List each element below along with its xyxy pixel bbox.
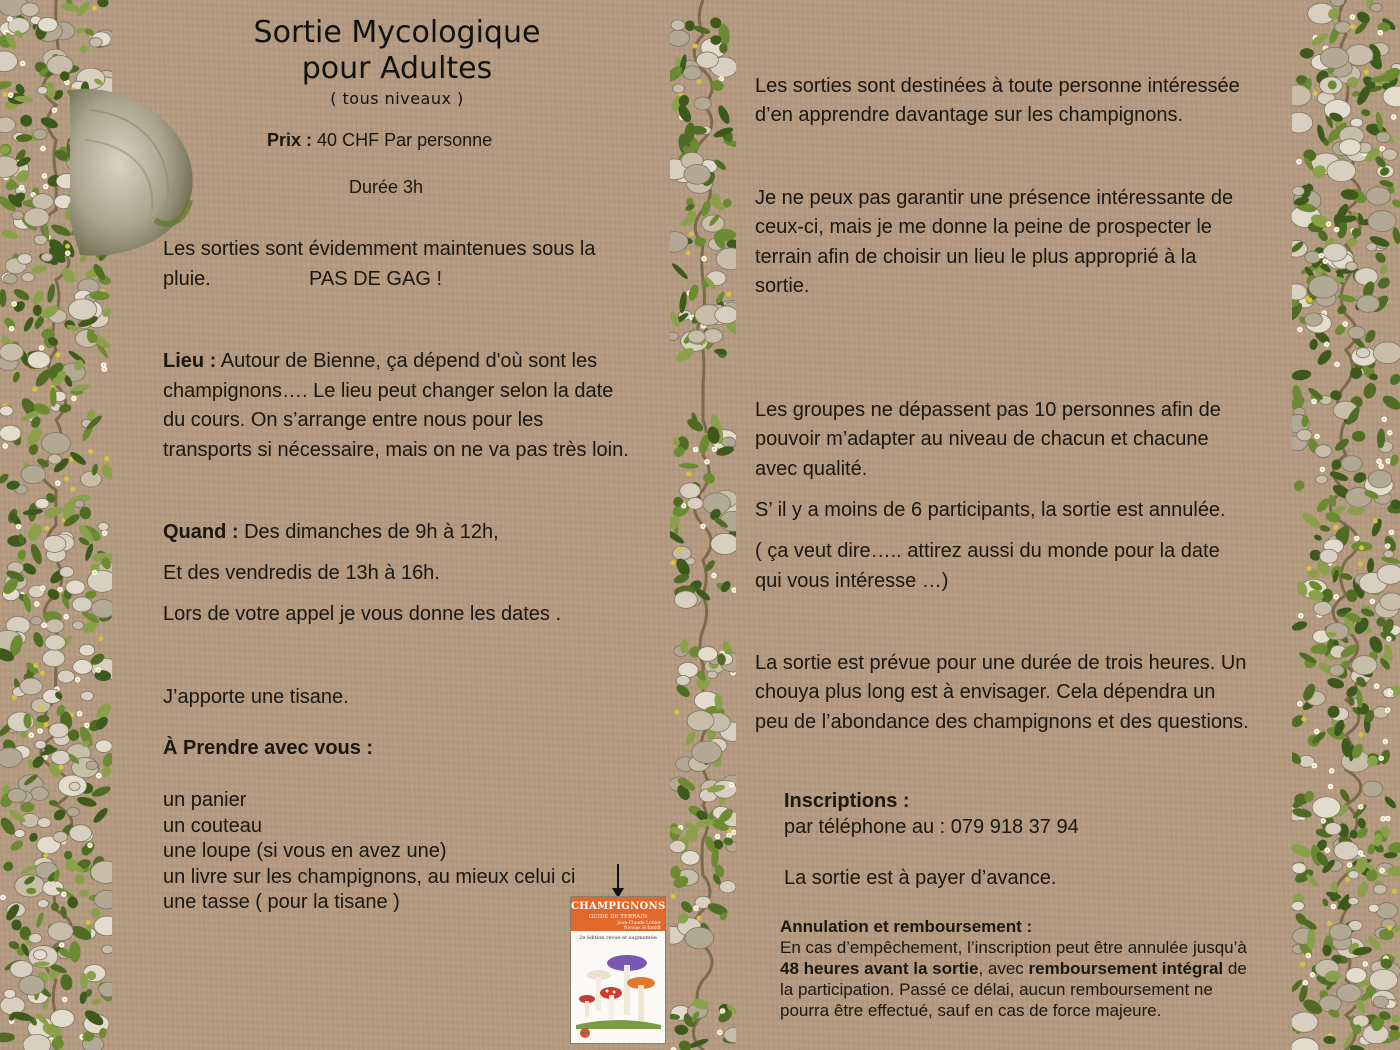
presence-line2: ceux-ci, mais je me donne la peine de prospecter le [755,216,1212,238]
minimum-participants: S’ il y a moins de 6 participants, la sortie est annulée. [755,499,1226,521]
page-title-line1: Sortie Mycologique [253,15,541,50]
rain-line2: pluie. [163,268,211,290]
phone-line: par téléphone au : 079 918 37 94 [784,816,1079,838]
book-author: Nicolas Schmidt [623,926,661,931]
cancel-bold-refund: remboursement intégral [1028,959,1224,978]
lieu-label: Lieu : [163,350,217,372]
quand-line1 [163,518,499,548]
duration-text: Durée 3h [349,177,424,197]
rain-line1: Les sorties sont évidemment maintenues sous la [163,238,596,260]
lieu-text1: Autour de Bienne, ça dépend d'où sont les [220,350,598,372]
lieu-line2: champignons…. Le lieu peut changer selon la date [163,380,614,402]
bring-list [163,788,575,916]
list-item: un panier [163,789,247,811]
presence-line1: Je ne peux pas garantir une présence intéressante de [755,187,1234,209]
center-vine-divider [670,0,736,1050]
price-line [267,128,492,152]
lieu-line1 [163,347,597,377]
duration-line2: chouya plus long est à envisager. Cela dépendra un [755,681,1216,703]
intro-line1: Les sorties sont destinées à toute personne intéressée [755,75,1240,97]
book-author: Jean-Claude Lohier [617,921,661,926]
arrow-down-icon [611,864,625,898]
book-cover-image [570,896,666,1044]
groups-line2: pouvoir m’adapter au niveau de chacun et chacune [755,428,1209,450]
groups-line3: avec qualité. [755,458,868,480]
list-item: une loupe (si vous en avez une) [163,840,447,862]
groups-line1: Les groupes ne dépassent pas 10 personnes afin de [755,399,1221,421]
book-authors [601,921,661,931]
presence-line3: terrain afin de choisir un lieu le plus approprié à la [755,246,1197,268]
cancel-mid: , avec [978,959,1029,978]
tisane-text: J’apporte une tisane. [163,686,349,708]
quand-line2: Et des vendredis de 13h à 16h. [163,562,440,584]
lieu-line3: du cours. On s’arrange entre nous pour les [163,409,544,431]
rain-emphasis: PAS DE GAG ! [309,268,442,290]
list-item: un livre sur les champignons, au mieux celui ci [163,865,576,888]
cancel-line1: En cas d’empêchement, l’inscription peut être annulée jusqu’à [780,938,1247,957]
cancel-line3: la participation. Passé ce délai, aucun remboursement ne [780,980,1213,999]
presence-line4: sortie. [755,275,810,297]
payment-note: La sortie est à payer d’avance. [784,867,1057,889]
cancel-line4: pourra être effectué, sauf en cas de force majeure. [780,1001,1162,1020]
book-subtitle: GUIDE DE TERRAIN [588,914,648,920]
invite-line2: qui vous intéresse …) [755,570,949,592]
cancel-end: de [1223,959,1247,978]
page-subtitle: ( tous niveaux ) [330,89,464,108]
price-label: Prix : [267,130,313,150]
book-title: CHAMPIGNONS [571,901,666,912]
cancel-bold-deadline: 48 heures avant la sortie [780,959,979,978]
cancel-heading: Annulation et remboursement : [780,917,1033,936]
book-edition: 2e édition revue et augmentée [579,935,657,941]
quand-label: Quand : [163,521,239,543]
mushroom-illustration [571,945,665,1043]
duration-line3: peu de l’abondance des champignons et des questions. [755,711,1249,733]
invite-line1: ( ça veut dire….. attirez aussi du monde pour la date [755,540,1220,562]
inscriptions-heading: Inscriptions : [784,790,910,812]
list-item: une tasse ( pour la tisane ) [163,891,400,913]
right-vine-border [1292,0,1400,1050]
intro-line2: d’en apprendre davantage sur les champignons. [755,104,1184,126]
bring-heading: À Prendre avec vous : [163,737,374,759]
duration-line1: La sortie est prévue pour une durée de trois heures. Un [755,652,1247,674]
price-value: 40 CHF Par personne [317,130,493,150]
page-title-line2: pour Adultes [301,51,493,86]
quand-text1: Des dimanches de 9h à 12h, [244,521,499,543]
list-item: un couteau [163,814,262,837]
cancel-line2 [780,958,1247,979]
quand-line3: Lors de votre appel je vous donne les dates . [163,603,562,625]
lieu-line4: transports si nécessaire, mais on ne va pas très loin. [163,439,629,461]
